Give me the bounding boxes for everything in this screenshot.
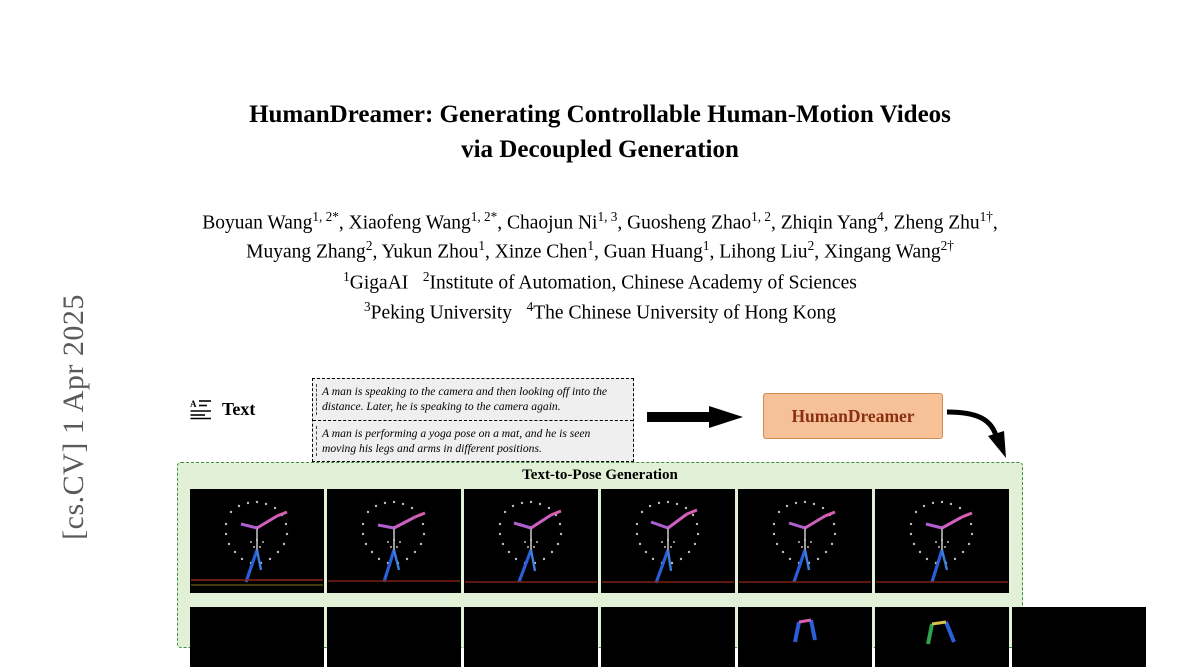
video-frame[interactable]: [1012, 607, 1146, 667]
affiliation-line-2: $^3$Peking University $^4$The Chinese University of Hong Kong: [364, 298, 836, 324]
panel-title: Text-to-Pose Generation: [522, 467, 678, 483]
authors-line-1: Boyuan Wang$^{1, 2*}$, Xiaofeng Wang$^{1, 2*}$, Chaojun Ni$^{1, 3}$, Guosheng Zhao$^{1, 2}$, Zhiqin Yang$^4$, Zheng Zhu$^{1\dagger}$,: [202, 209, 998, 234]
video-frame[interactable]: [875, 607, 1009, 667]
arxiv-stamp: [cs.CV] 1 Apr 2025: [57, 294, 90, 540]
video-frame[interactable]: [190, 607, 324, 667]
curved-arrow-down-icon: [945, 400, 1015, 462]
authors-line-2: Muyang Zhang$^2$, Yukun Zhou$^1$, Xinze Chen$^1$, Guan Huang$^1$, Lihong Liu$^2$, Xingang Wang$^{2\dagger}$: [246, 238, 954, 263]
text-input-label-row: [190, 398, 255, 420]
prompt-item: A man is speaking to the camera and then looking off into the distance. Later, he is speaking to the camera again.: [313, 379, 633, 420]
video-frame[interactable]: [601, 607, 735, 667]
text-label: Text: [222, 398, 256, 419]
pose-frame[interactable]: [738, 489, 872, 593]
text-to-pose-panel: [177, 462, 1023, 648]
pose-frame-strip: [190, 489, 1009, 593]
video-frame[interactable]: [738, 607, 872, 667]
page-title: [150, 98, 1050, 167]
video-frame-strip: [190, 607, 1146, 667]
prompt-item: A man is performing a yoga pose on a mat, and he is seen moving his legs and arms in different positions.: [313, 420, 633, 462]
text-lines-icon: [190, 398, 212, 420]
pose-frame[interactable]: [327, 489, 461, 593]
video-frame[interactable]: [327, 607, 461, 667]
teaser-figure: [175, 370, 1025, 648]
title-line-2: via Decoupled Generation: [461, 135, 739, 163]
author-block: [110, 208, 1090, 327]
arrow-right-icon: [647, 406, 743, 428]
title-line-1: HumanDreamer: Generating Controllable Human-Motion Videos: [249, 101, 951, 128]
prompt-box: [312, 378, 634, 462]
pose-frame[interactable]: [464, 489, 598, 593]
pose-frame[interactable]: [875, 489, 1009, 593]
affiliation-line-1: $^1$GigaAI $^2$Institute of Automation, Chinese Academy of Sciences: [343, 269, 857, 294]
svg-text:A: A: [190, 399, 197, 409]
humandreamer-badge: HumanDreamer: [763, 393, 943, 439]
pose-frame[interactable]: [190, 489, 324, 593]
video-frame[interactable]: [464, 607, 598, 667]
pose-frame[interactable]: [601, 489, 735, 593]
